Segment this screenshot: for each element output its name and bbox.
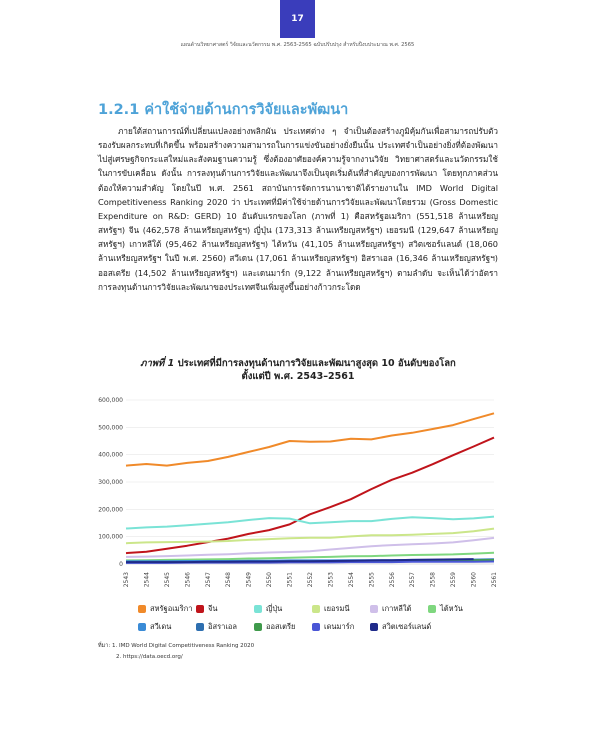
y-tick-label: 500,000 bbox=[98, 424, 123, 432]
x-tick-label: 2561 bbox=[491, 572, 498, 588]
running-header: แผนด้านวิทยาศาสตร์ วิจัยและนวัตกรรม พ.ศ. 2563-2565 ฉบับปรับปรุง สำหรับปีงบประมาณ พ.ศ. 2565 bbox=[180, 42, 415, 48]
source-1: 1. IMD World Digital Competitiveness Ranking 2020 bbox=[111, 643, 255, 649]
legend-swatch bbox=[312, 605, 320, 613]
x-tick-label: 2557 bbox=[409, 572, 417, 588]
legend-swatch bbox=[254, 623, 262, 631]
legend-row bbox=[138, 621, 508, 633]
legend-swatch bbox=[370, 623, 378, 631]
line-chart bbox=[98, 392, 498, 592]
legend-label: เยอรมนี bbox=[324, 604, 350, 613]
y-tick-label: 400,000 bbox=[98, 451, 123, 459]
x-tick-label: 2546 bbox=[184, 572, 192, 588]
legend-label: ญี่ปุ่น bbox=[266, 604, 283, 613]
y-tick-label: 600,000 bbox=[98, 397, 123, 404]
legend-swatch bbox=[370, 605, 378, 613]
x-tick-label: 2545 bbox=[163, 572, 171, 588]
figure-title bbox=[98, 357, 498, 383]
body-paragraph-block bbox=[98, 124, 498, 294]
legend-item bbox=[196, 621, 254, 633]
legend-item bbox=[254, 603, 312, 615]
section-title: 1.2.1 ค่าใช้จ่ายด้านการวิจัยและพัฒนา bbox=[98, 102, 349, 118]
figure-label: ภาพที่ 1 bbox=[140, 358, 175, 369]
x-tick-label: 2560 bbox=[470, 572, 478, 588]
legend-label: สวีเดน bbox=[150, 622, 172, 631]
legend-label: อิสราเอล bbox=[208, 622, 237, 631]
figure-title-line2: ตั้งแต่ปี พ.ศ. 2543–2561 bbox=[241, 371, 355, 382]
sources-label: ที่มา: bbox=[98, 643, 111, 649]
legend-item bbox=[254, 621, 312, 633]
chart-legend bbox=[138, 603, 508, 639]
series-line bbox=[126, 517, 494, 529]
x-tick-label: 2556 bbox=[388, 572, 396, 588]
legend-swatch bbox=[196, 605, 204, 613]
legend-label: ออสเตรีย bbox=[266, 622, 296, 631]
body-paragraph: ภายใต้สถานการณ์ที่เปลี่ยนแปลงอย่างพลิกผัน ประเทศต่าง ๆ จำเป็นต้องสร้างภูมิคุ้มกันเพื่อสามารถปรับตัวรองรับผลกระทบที่เกิดขึ้น พร้อมสร้างความสามารถในการแข่งขันอย่างยั่งยืนนั้น ประเทศจำเป็นอย่างยิ่งที่ต้องพัฒนาไปสู่เศรษฐกิจกระแสใหม่และสังคมฐานความรู้ ซึ่งต้องอาศัยองค์ความรู้จากงานวิจัย วิทยาศาสตร์และนวัตกรรมใช้ในการขับเคลื่อน ดังนั้น การลงทุนด้านการวิจัยและพัฒนาจึงเป็นจุดเริ่มต้นที่สำคัญของการพัฒนา โดยทุกภาคส่วนต้องให้ความสำคัญ โดยในปี พ.ศ. 2561 สถาบันการจัดการนานาชาติได้รายงานใน IMD World Digital Competitiveness Ranking 2020 ว่า ประเทศที่มีค่าใช้จ่ายด้านการวิจัยและพัฒนาโดยรวม (Gross Domestic Expenditure on R&D: GERD) 10 อันดับแรกของโลก (ภาพที่ 1) คือสหรัฐอเมริกา (551,518 ล้านเหรียญสหรัฐฯ) จีน (462,578 ล้านเหรียญสหรัฐฯ) ญี่ปุ่น (173,313 ล้านเหรียญสหรัฐฯ) เยอรมนี (129,647 ล้านเหรียญสหรัฐฯ) เกาหลีใต้ (95,462 ล้านเหรียญสหรัฐฯ) ไต้หวัน (41,105 ล้านเหรียญสหรัฐฯ) สวิตเซอร์แลนด์ (18,060 ล้านเหรียญสหรัฐฯ ในปี พ.ศ. 2560) สวีเดน (17,061 ล้านเหรียญสหรัฐฯ) อิสราเอล (16,346 ล้านเหรียญสหรัฐฯ) ออสเตรีย (14,502 ล้านเหรียญสหรัฐฯ) และเดนมาร์ก (9,122 ล้านเหรียญสหรัฐฯ) ตามลำดับ จะเห็นได้ว่าอัตราการลงทุนด้านการวิจัยและพัฒนาของประเทศจีนเพิ่มสูงขึ้นอย่างก้าวกระโดด bbox=[98, 126, 498, 292]
figure-title-line1: ประเทศที่มีการลงทุนด้านการวิจัยและพัฒนาสูงสุด 10 อันดับของโลก bbox=[177, 358, 456, 369]
x-tick-label: 2559 bbox=[450, 572, 458, 588]
x-tick-label: 2551 bbox=[286, 572, 294, 588]
legend-swatch bbox=[312, 623, 320, 631]
series-line bbox=[126, 413, 494, 465]
y-tick-label: 200,000 bbox=[98, 506, 123, 514]
x-tick-label: 2554 bbox=[347, 572, 355, 588]
x-tick-label: 2552 bbox=[307, 572, 314, 588]
series-line bbox=[126, 529, 494, 544]
legend-label: สหรัฐอเมริกา bbox=[150, 604, 193, 613]
x-tick-label: 2558 bbox=[429, 572, 437, 588]
page-number: 17 bbox=[280, 0, 315, 38]
x-tick-label: 2547 bbox=[204, 572, 212, 588]
legend-item bbox=[370, 603, 428, 615]
legend-item bbox=[138, 621, 196, 633]
legend-item bbox=[370, 621, 432, 633]
y-tick-label: 0 bbox=[119, 561, 123, 568]
x-tick-label: 2543 bbox=[123, 572, 130, 588]
legend-swatch bbox=[138, 623, 146, 631]
legend-item bbox=[312, 603, 370, 615]
legend-label: เดนมาร์ก bbox=[324, 622, 355, 631]
legend-item bbox=[428, 603, 486, 615]
legend-label: เกาหลีใต้ bbox=[382, 604, 412, 613]
x-tick-label: 2549 bbox=[245, 572, 253, 588]
y-tick-label: 300,000 bbox=[98, 479, 123, 486]
x-tick-label: 2550 bbox=[266, 572, 274, 588]
legend-row bbox=[138, 603, 508, 615]
legend-label: จีน bbox=[208, 604, 218, 613]
legend-swatch bbox=[254, 605, 262, 613]
x-tick-label: 2555 bbox=[368, 572, 376, 588]
legend-item bbox=[196, 603, 254, 615]
source-2: 2. https://data.oecd.org/ bbox=[116, 654, 183, 660]
x-tick-label: 2553 bbox=[327, 572, 335, 588]
legend-swatch bbox=[196, 623, 204, 631]
x-tick-label: 2544 bbox=[143, 572, 151, 588]
legend-label: สวิตเซอร์แลนด์ bbox=[382, 622, 432, 631]
legend-swatch bbox=[138, 605, 146, 613]
y-tick-label: 100,000 bbox=[98, 533, 123, 541]
sources bbox=[98, 641, 254, 663]
legend-label: ไต้หวัน bbox=[440, 604, 463, 613]
legend-item bbox=[312, 621, 370, 633]
legend-item bbox=[138, 603, 196, 615]
legend-swatch bbox=[428, 605, 436, 613]
x-tick-label: 2548 bbox=[225, 572, 233, 588]
